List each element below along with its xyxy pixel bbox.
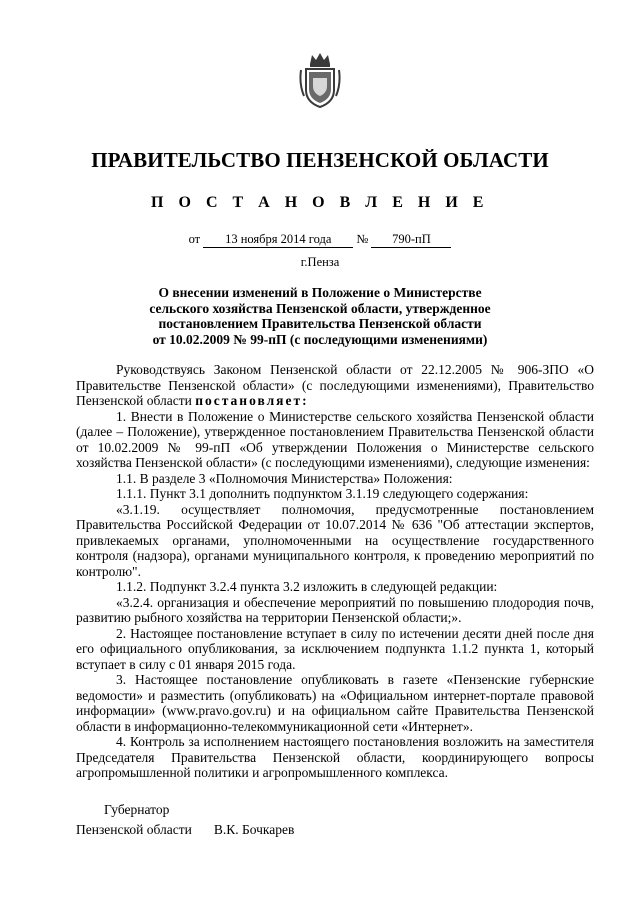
document-body: [76, 362, 594, 781]
paragraph-1-1-1: 1.1.1. Пункт 3.1 дополнить подпунктом 3.1.19 следующего содержания:: [116, 486, 529, 501]
paragraph-1-1-2: 1.1.2. Подпункт 3.2.4 пункта 3.2 изложить в следующей редакции:: [116, 579, 498, 594]
date-number-line: [0, 232, 640, 248]
paragraph-3: 3. Настоящее постановление опубликовать в газете «Пензенские губернские ведомости» и разместить (опубликовать) на «Официальном интернет-портале правовой информации» (www.pravo.gov.ru) и на официальном сайте Правительства Пензенской области в информационно-телекоммуникационной сети «Интернет».: [76, 672, 594, 734]
intro-paragraph: [76, 362, 594, 409]
document-date: 13 ноября 2014 года: [203, 232, 353, 248]
subject-line: от 10.02.2009 № 99-пП (с последующими изменениями): [152, 331, 488, 347]
subject-line: постановлением Правительства Пензенской области: [158, 316, 482, 331]
clause-3-1-19: «3.1.19. осуществляет полномочия, предусмотренные постановлением Правительства Российской Федерации от 10.07.2014 № 636 "Об аттестации экспертов, привлекаемых органами, уполномоченными на осуществление государственного контроля (надзора), органами муниципального контроля, к проведению мероприятий по контролю".: [76, 501, 594, 579]
signature-block: [76, 800, 294, 840]
paragraph-2: 2. Настоящее постановление вступает в силу по истечении десяти дней после дня его официального опубликования, за исключением подпункта 1.1.2 пункта 1, который вступает в силу с 01 января 2015 года.: [76, 625, 594, 672]
signer-role: Губернатор: [104, 802, 170, 817]
number-prefix: №: [356, 232, 369, 246]
paragraph-4: 4. Контроль за исполнением настоящего постановления возложить на заместителя Председателя Правительства Пензенской области, координирующего вопросы агропромышленной политики и агропромышленного комплекса.: [76, 734, 594, 780]
organization-title: ПРАВИТЕЛЬСТВО ПЕНЗЕНСКОЙ ОБЛАСТИ: [91, 148, 549, 172]
decree-word: постановляет:: [195, 393, 309, 408]
date-prefix: от: [188, 232, 201, 246]
document-number: 790-пП: [371, 232, 451, 248]
document-subject: [120, 285, 520, 347]
paragraph-1: 1. Внести в Положение о Министерстве сельского хозяйства Пензенской области (далее – Положение), утвержденное постановлением Правительства Пензенской области от 10.02.2009 № 99-пП «Об утверждении Положения о Министерстве сельского хозяйства Пензенской области» (с последующими изменениями), следующие изменения:: [76, 408, 594, 470]
paragraph-1-1: 1.1. В разделе 3 «Полномочия Министерства» Положения:: [116, 470, 453, 486]
signer-role-line2: [76, 820, 294, 840]
document-type: П О С Т А Н О В Л Е Н И Е: [151, 194, 489, 211]
clause-3-2-4: «3.2.4. организация и обеспечение мероприятий по повышению плодородия почв, развитию рыбного хозяйства на территории Пензенской области;».: [76, 594, 594, 625]
signer-name: В.К. Бочкарев: [213, 822, 295, 837]
intro-text: Руководствуясь Законом Пензенской области от 22.12.2005 № 906-ЗПО «О Правительстве Пензенской области» (с последующими изменениями), Правительство Пензенской области: [76, 362, 594, 408]
subject-line: О внесении изменений в Положение о Министерстве: [158, 285, 482, 300]
city: г.Пенза: [300, 255, 340, 269]
coat-of-arms-emblem: [298, 52, 342, 108]
subject-line: сельского хозяйства Пензенской области, утвержденное: [149, 300, 491, 316]
signer-region: Пензенской области: [76, 822, 192, 837]
